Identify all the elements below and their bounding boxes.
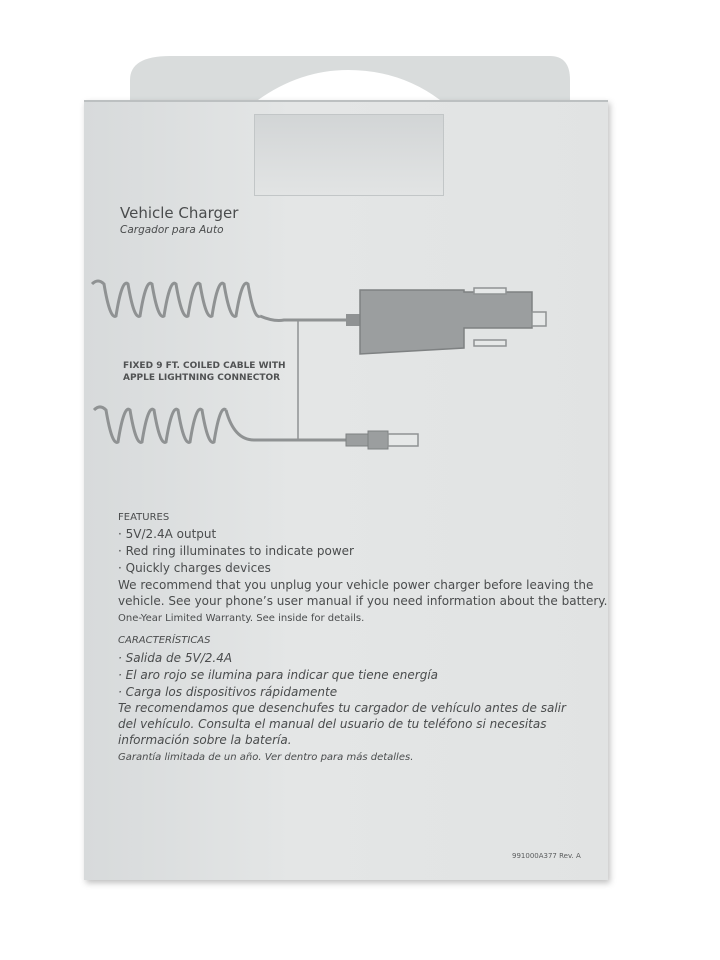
features-heading: FEATURES — [118, 512, 170, 523]
charger-tip — [532, 312, 546, 326]
notice-line-es: del vehículo. Consulta el manual del usuario de tu teléfono si necesitas — [118, 717, 547, 731]
feature-item: · Quickly charges devices — [118, 561, 271, 575]
feature-item: · Red ring illuminates to indicate power — [118, 544, 354, 558]
lightning-plug-body — [346, 434, 368, 446]
feature-item-es: · Carga los dispositivos rápidamente — [118, 685, 338, 699]
strain-relief — [346, 314, 360, 326]
feature-item: · 5V/2.4A output — [118, 527, 217, 541]
product-subtitle: Cargador para Auto — [120, 224, 224, 236]
product-code: 991000A377 Rev. A — [512, 852, 581, 860]
feature-item-es: · El aro rojo se ilumina para indicar que tiene energía — [118, 668, 439, 682]
upper-coiled-cable — [92, 281, 260, 316]
notice-line: vehicle. See your phone’s user manual if you need information about the battery. — [118, 594, 608, 608]
product-title: Vehicle Charger — [120, 204, 239, 222]
notice-line-es: Te recomendamos que desenchufes tu cargador de vehículo antes de salir — [118, 701, 566, 715]
notice-line-es: información sobre la batería. — [118, 733, 292, 747]
box-top-edge — [84, 100, 608, 102]
feature-item-es: · Salida de 5V/2.4A — [118, 651, 233, 665]
hang-window — [254, 114, 444, 196]
warranty-text-es: Garantía limitada de un año. Ver dentro para más detalles. — [118, 752, 414, 763]
warranty-text: One-Year Limited Warranty. See inside for details. — [118, 613, 365, 624]
cable-callout: FIXED 9 FT. COILED CABLE WITH APPLE LIGHTNING CONNECTOR — [123, 361, 286, 383]
lower-coiled-cable — [94, 407, 226, 442]
features-heading-es: CARACTERÍSTICAS — [118, 635, 211, 646]
notice-line: We recommend that you unplug your vehicle power charger before leaving the — [118, 578, 594, 592]
lightning-connector-icon — [388, 434, 418, 446]
